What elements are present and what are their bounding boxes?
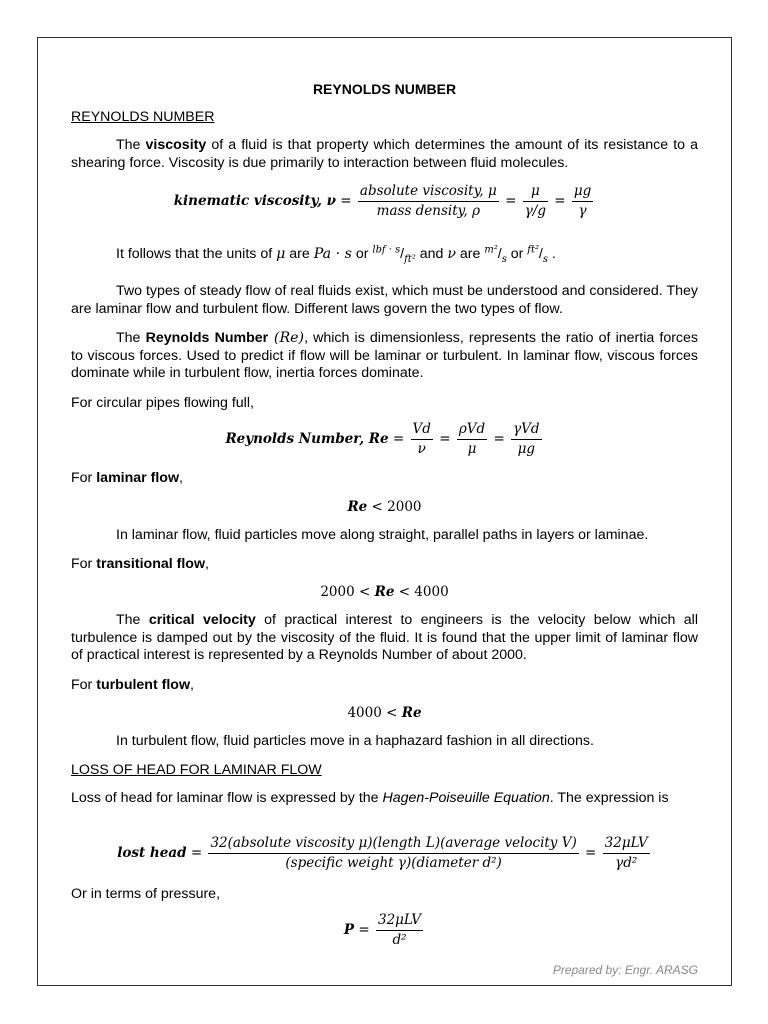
equation-laminar-range: Re < 2000 (347, 499, 422, 515)
paragraph-circular-pipes: For circular pipes flowing full, (71, 395, 254, 411)
section-heading-loss-of-head: LOSS OF HEAD FOR LAMINAR FLOW (71, 762, 322, 778)
page-title: REYNOLDS NUMBER (312, 81, 457, 97)
paragraph-units: It follows that the units of μ are Pa · s or $^{lbf \cdot s}/_{ft^2}$ and ν are $^{m^2}/_s$ or $^{ft^2}/_s$ . (116, 244, 556, 265)
equation-pressure: P = $\frac{\text{32μLV}}{\text{d²}}$ (343, 912, 422, 948)
label-laminar-flow: For laminar flow, (71, 470, 183, 486)
label-transitional-flow: For transitional flow, (71, 556, 209, 572)
paragraph-viscosity: The viscosity of a fluid is that property which determines the amount of its resistance to a shearing force. Viscosity is due primarily to interaction between fluid molecules. (71, 137, 699, 171)
equation-reynolds-number: Reynolds Number, Re = $\frac{Vd}{\nu}$ = $\frac{\text{ρVd}}{\mu}$ = $\frac{\text{γVd}}{\mu g}$ (225, 421, 540, 457)
equation-lost-head: lost head = $\frac{\text{32(absolute viscosity μ)(length L)(average velocity V)}}{\text{(specific weight γ)(diameter d²)}}$ = $\frac{\text{32μLV}}{\text{γd²}}$ (117, 835, 648, 871)
paragraph-reynolds-definition: The Reynolds Number (Re), which is dimensionless, represents the ratio of inertia forces to viscous forces. Used to predict if flow will be laminar or turbulent. In laminar flow, viscous forces dominate while in turbulent flow, inertia forces dominate. (71, 330, 699, 381)
paragraph-hagen-poiseuille: Loss of head for laminar flow is expressed by the Hagen-Poiseuille Equation. The expression is (71, 790, 669, 806)
paragraph-turbulent-description: In turbulent flow, fluid particles move in a haphazard fashion in all directions. (116, 733, 594, 749)
paragraph-laminar-description: In laminar flow, fluid particles move along straight, parallel paths in layers or laminae. (116, 527, 649, 543)
equation-transitional-range: 2000 < Re < 4000 (320, 584, 449, 600)
label-turbulent-flow: For turbulent flow, (71, 677, 194, 693)
equation-turbulent-range: 4000 < Re (347, 705, 422, 721)
paragraph-pressure: Or in terms of pressure, (71, 886, 221, 902)
equation-kinematic-viscosity: kinematic viscosity, ν = $\frac{\text{absolute viscosity, μ}}{\text{mass density, ρ}}$ = $\frac{\mu}{\gamma/g}$ = $\frac{\mu g}{\gamma}$ (173, 183, 592, 219)
paragraph-flow-types: Two types of steady flow of real fluids exist, which must be understood and considered. They are laminar flow and turbulent flow. Different laws govern the two types of flow. (71, 283, 698, 317)
paragraph-critical-velocity: The critical velocity of practical interest to engineers is the velocity below which all turbulence is damped out by the viscosity of the fluid. It is found that the upper limit of laminar flow of practical interest is represented by a Reynolds Number of about 2000. (71, 612, 698, 663)
footer-credit: Prepared by: Engr. ARASG (552, 963, 698, 977)
section-heading-reynolds: REYNOLDS NUMBER (71, 109, 215, 125)
